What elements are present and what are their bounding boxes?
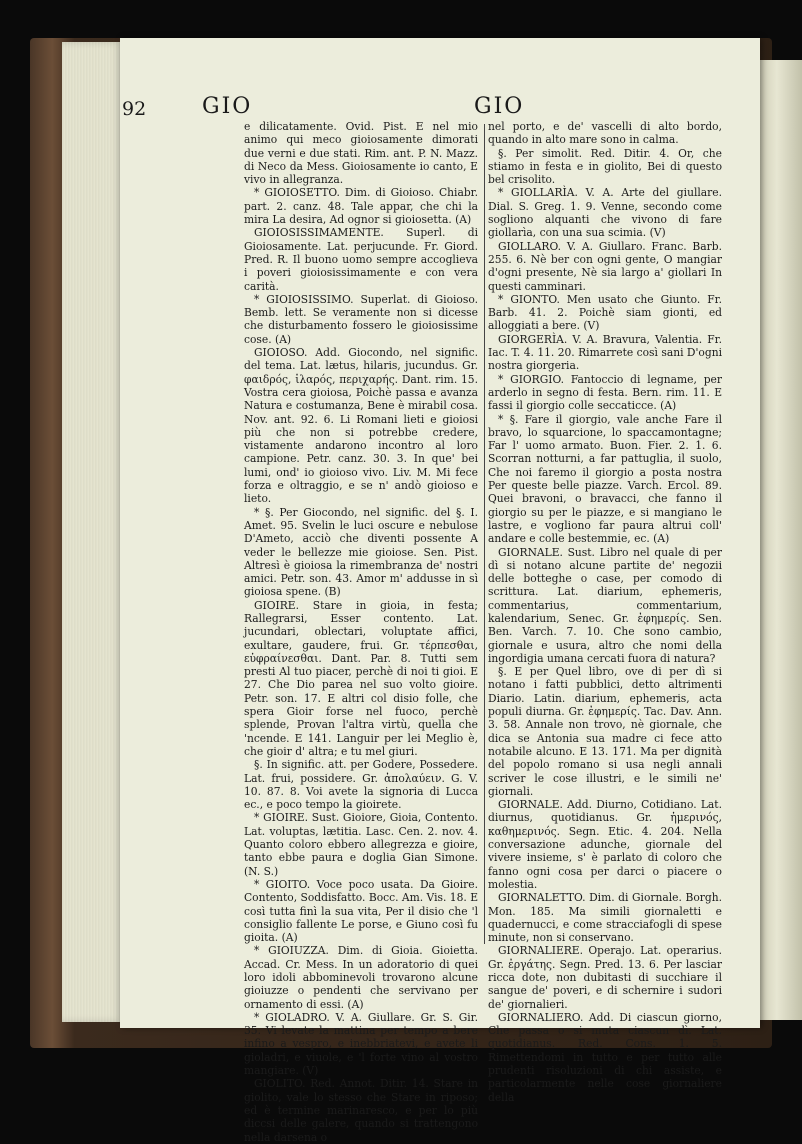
- entry-paragraph: * §. Per Giocondo, nel signific. del §. I. Amet. 95. Svelin le luci oscure e nebulose D'Ameto, acciò che diventi possente A veder le bellezze mie gioiose. Sen. Pist. Altresì è gioiosa la rimembranza de' nostri amici. Petr. son. 43. Amor m' addusse in sì gioiosa spene. (B): [244, 505, 478, 599]
- entry-paragraph: GIOIRE. Stare in gioia, in festa; Rallegrarsi, Esser contento. Lat. jucundari, oblectari, voluptate affici, exultare, gaudere, frui. Gr. τέρπεσθαι, εὐφραίνεσθαι. Dant. Par. 8. Tutti sem presti Al tuo piacer, perchè di noi ti gioi. E 27. Che Dio parea nel suo volto gioire. Petr. son. 17. E altri col disio folle, che spera Gioir forse nel fuoco, perchè splende, Provan l'altra virtù, quella che 'ncende. E 141. Languir per lei Meglio è, che gioir d' altra; e tu mel giuri.: [244, 598, 478, 758]
- entry-paragraph: GIOIOSO. Add. Giocondo, nel signific. del tema. Lat. lætus, hilaris, jucundus. Gr. φαιδρός, ἱλαρός, περιχαρής. Dant. rim. 15. Vostra cera gioiosa, Poichè passa e avanza Natura e costumanza, Bene è mirabil cosa. Nov. ant. 92. 6. Li Romani lieti e gioiosi più che non si potrebbe credere, vistamente andarono incontro al loro campione. Petr. canz. 30. 3. In que' bei lumi, ond' io gioioso vivo. Liv. M. Mi fece forza e oltraggio, e se n' andò gioioso e lieto.: [244, 346, 478, 506]
- entry-paragraph: GIOLITO. Red. Annot. Ditir. 14. Stare in giolito, vale lo stesso che Stare in riposo; ed è termine marinaresco, e per lo più diccsi delle galere, quando si trattengono nella darsena o: [244, 1077, 478, 1144]
- running-head-right: GIO: [474, 94, 525, 119]
- entry-paragraph: nel porto, e de' vascelli di alto bordo, quando in alto mare sono in calma.: [488, 120, 722, 147]
- page-edges: [62, 42, 124, 1022]
- column-rule: [484, 124, 485, 944]
- entry-paragraph: §. E per Quel libro, ove di per dì si notano i fatti pubblici, detto altrimenti Diario. Latin. diarium, ephemeris, acta populi diurna. Gr. ἐφημερίς. Tac. Dav. Ann. 3. 58. Annale non trovo, nè giornale, che dica se Antonia sua madre ci fece atto notabile alcuno. E 13. 171. Ma per dignità del popolo romano si usa negli annali scriver le cose illustri, e le simili ne' giornali.: [488, 665, 722, 798]
- entry-paragraph: * GIOIRE. Sust. Gioiore, Gioia, Contento. Lat. voluptas, lætitia. Lasc. Cen. 2. nov. 4. Quanto coloro ebbero allegrezza e gioire, tanto ebbe paura e doglia Gian Simone. (N. S.): [244, 811, 478, 878]
- entry-paragraph: * GIOLADRO. V. A. Giullare. Gr. S. Gir. 35. Vi levate la mattina per tempo a bere infino a vespro, e inebbriatevi, e avete li gioladri, e viuole, e 'l forte vino al vostro mangiare. (V): [244, 1010, 478, 1078]
- page-number: 92: [122, 98, 147, 120]
- entry-paragraph: * GIOITO. Voce poco usata. Da Gioire. Contento, Soddisfatto. Bocc. Am. Vis. 18. E così tutta finì la sua vita, Per il disio che 'l consiglio fallente Le porse, e Giuno così fu gioita. (A): [244, 877, 478, 945]
- entry-paragraph: GIORNALE. Sust. Libro nel quale di per dì si notano alcune partite de' negozii delle botteghe o case, per comodo di scrittura. Lat. diarium, ephemeris, commentarius, commentarium, kalendarium, Senec. Gr. ἐφημερίς. Sen. Ben. Varch. 7. 10. Che sono cambio, giornale e usura, altro che nomi della ingordigia umana cercati fuora di natura?: [488, 545, 722, 665]
- entry-paragraph: * GIOLLARÌA. V. A. Arte del giullare. Dial. S. Greg. 1. 9. Venne, secondo come sogliono alquanti che vivono di fare giollarìa, con una sua scimia. (V): [488, 186, 722, 240]
- entry-paragraph: GIORNALIERE. Operajo. Lat. operarius. Gr. ἐργάτης. Segn. Pred. 13. 6. Per lasciar ricca dote, non dubitasti di succhiare il sangue de' poveri, e di schernire i sudori de' giornalieri.: [488, 944, 722, 1011]
- right-column: [488, 120, 722, 1104]
- entry-paragraph: * GIOIUZZA. Dim. di Gioia. Gioietta. Accad. Cr. Mess. In un adoratorio di quei loro idoli abbominevoli trovarono alcune gioiuzze o pendenti che servivano per ornamento di essi. (A): [244, 944, 478, 1011]
- entry-paragraph: GIORGERÌA. V. A. Bravura, Valentia. Fr. Iac. T. 4. 11. 20. Rimarrete così sani D'ogni nostra giorgeria.: [488, 332, 722, 373]
- entry-paragraph: * GIOIOSETTO. Dim. di Gioioso. Chiabr. part. 2. canz. 48. Tale appar, che chi la mira La desira, Ad ognor si gioiosetta. (A): [244, 186, 478, 227]
- entry-paragraph: GIORNALIERO. Add. Di ciascun giorno, Che passa o si muta ciascun dì. Lat. quotidianus. Red. Cons. 1. 5. Rimettendomi in tutto e per tutto alle prudenti risoluzioni di chi assiste, e particolarmente nelle cose giornaliere della: [488, 1010, 722, 1104]
- left-column: [244, 120, 478, 1144]
- entry-paragraph: §. In signific. att. per Godere, Possedere. Lat. frui, possidere. Gr. ἀπολαύειν. G. V. 10. 87. 8. Voi avete la signoria di Lucca ec., e poco tempo la gioirete.: [244, 758, 478, 812]
- entry-paragraph: * §. Fare il giorgio, vale anche Fare il bravo, lo squarcione, lo spaccamontagne; Far l' uomo armato. Buon. Fier. 2. 1. 6. Scorran notturni, a far pattuglia, il suolo, Che noi faremo il giorgio a posta nostra Per queste belle piazze. Varch. Ercol. 89. Quei bravoni, o bravacci, che fanno il giorgio su per le piazze, e si mangiano le lastre, e vogliono far paura altrui coll' andare e colle bestemmie, ec. (A): [488, 412, 722, 546]
- entry-paragraph: GIOIOSISSIMAMENTE. Superl. di Gioiosamente. Lat. perjucunde. Fr. Giord. Pred. R. Il buono uomo sempre accoglieva i poveri gioiosissimamente e con vera carità.: [244, 226, 478, 293]
- facing-page-edge: [760, 60, 802, 1020]
- entry-paragraph: * GIORGIO. Fantoccio di legname, per arderlo in segno di festa. Bern. rim. 11. E fassi il giorgio colle seccaticce. (A): [488, 372, 722, 413]
- entry-paragraph: e dilicatamente. Ovid. Pist. E nel mio animo qui meco gioiosamente dimorati due verni e due stati. Rim. ant. P. N. Mazz. di Neco da Mess. Gioiosamente io canto, E vivo in allegranza.: [244, 120, 478, 187]
- entry-paragraph: GIORNALE. Add. Diurno, Cotidiano. Lat. diurnus, quotidianus. Gr. ἡμερινός, καθημερινός. Segn. Etic. 4. 204. Nella conversazione adunche, giornale del vivere insieme, s' è parlato di coloro che fanno ogni cosa per darci o piacere o molestia.: [488, 798, 722, 891]
- running-head-left: GIO: [202, 94, 253, 119]
- entry-paragraph: GIOLLARO. V. A. Giullaro. Franc. Barb. 255. 6. Nè ber con ogni gente, O mangiar d'ogni presente, Nè sia largo a' giollari In questi camminari.: [488, 239, 722, 293]
- entry-paragraph: * GIONTO. Men usato che Giunto. Fr. Barb. 41. 2. Poichè siam gionti, ed alloggiati a bere. (V): [488, 292, 722, 333]
- entry-paragraph: * GIOIOSISSIMO. Superlat. di Gioioso. Bemb. lett. Se veramente non si dicesse che disturbamento fossero le gioiosissime cose. (A): [244, 292, 478, 346]
- entry-paragraph: GIORNALETTO. Dim. di Giornale. Borgh. Mon. 185. Ma simili giornaletti e quadernucci, e come stracciafogli di spese minute, non si conservano.: [488, 891, 722, 945]
- entry-paragraph: §. Per simolit. Red. Ditir. 4. Or, che stiamo in festa e in giolito, Bei di questo bel crisolito.: [488, 146, 722, 187]
